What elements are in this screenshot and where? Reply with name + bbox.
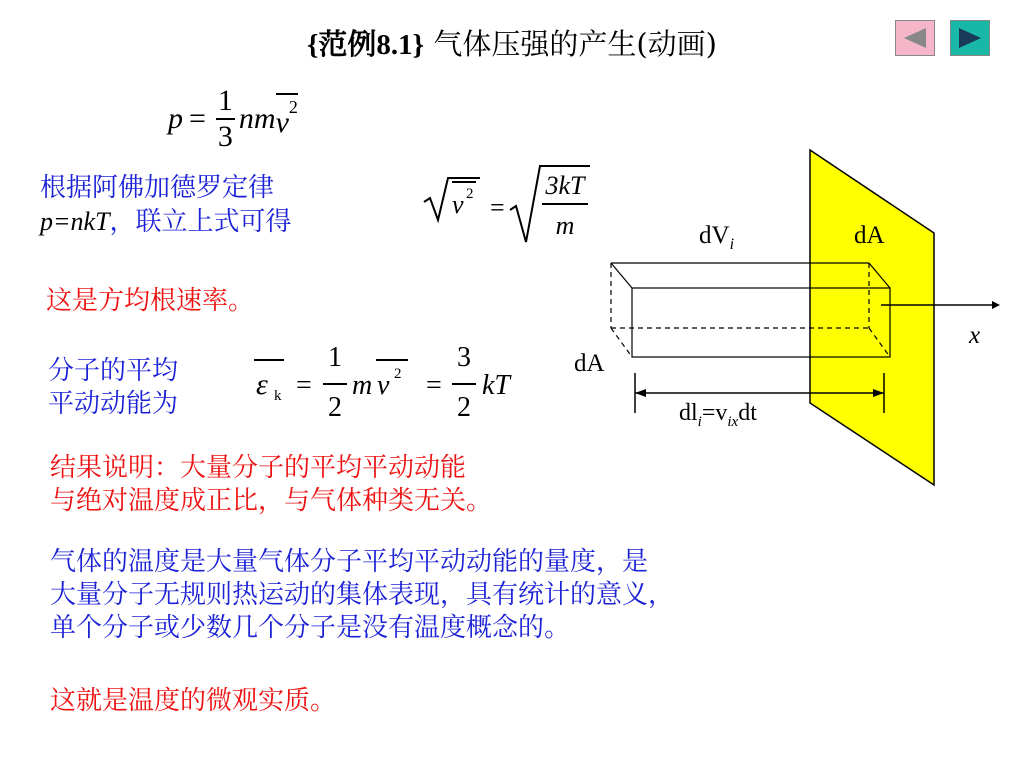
slide-title (0, 22, 1024, 63)
energy-sq: 2 (394, 366, 402, 382)
svg-text:dli=vixdt (679, 400, 757, 430)
energy-k: k (274, 388, 282, 404)
dvi-label: dV (699, 222, 730, 249)
title-suffix: (动画) (636, 27, 717, 61)
energy-num1: 1 (328, 342, 342, 373)
vix-sub: ix (727, 414, 739, 430)
box-da-label: dA (574, 350, 605, 377)
energy-eq2: = (426, 370, 442, 401)
dvi-sub: i (729, 236, 735, 253)
next-slide-button[interactable] (950, 20, 990, 56)
dl-sub: i (697, 414, 702, 430)
kinetic-energy-text: 分子的平均 平动动能为 (48, 356, 179, 419)
energy-equation (250, 340, 540, 430)
energy-v: v (377, 370, 390, 401)
rms-eq: = (490, 193, 505, 222)
energy-eps: ε (256, 368, 268, 401)
result-text: 结果说明：大量分子的平均平动动能 与绝对温度成正比，与气体种类无关。 (50, 453, 493, 516)
energy-eq1: = (296, 370, 312, 401)
avogadro-text: 根据阿佛加德罗定律 p=nkT，联立上式可得 (40, 173, 292, 237)
svg-text:dVi (699, 222, 734, 253)
dl-label: dl (679, 400, 698, 426)
triangle-left-icon (902, 27, 928, 49)
triangle-right-icon (957, 27, 983, 49)
title-prefix: {范例8.1} (307, 29, 425, 61)
rms-equation (418, 158, 618, 248)
rms-num: 3kT (545, 171, 585, 200)
rms-v: v (452, 190, 464, 219)
energy-num2: 3 (457, 342, 471, 373)
energy-kT: kT (482, 370, 510, 401)
rms-speed-text: 这是方均根速率。 (46, 286, 255, 316)
pressure-equation: p = $\frac{1}{3}$ nm $v^2$ (168, 84, 298, 153)
energy-den2: 2 (457, 392, 471, 423)
title-text: 气体压强的产生 (433, 27, 637, 61)
dt-label: dt (738, 400, 757, 426)
wall-box-diagram (574, 145, 1014, 495)
wall-plane (810, 150, 934, 485)
previous-slide-button[interactable] (895, 20, 935, 56)
temperature-text: 气体的温度是大量气体分子平均平动动能的量度，是 大量分子无规则热运动的集体表现，具有统计的意义， 单个分子或少数几个分子是没有温度概念的。 (50, 547, 675, 643)
x-axis-label: x (969, 322, 981, 349)
rms-sq: 2 (466, 186, 474, 202)
plane-da-label: dA (854, 222, 885, 249)
energy-m: m (352, 370, 373, 401)
essence-text: 这就是温度的微观实质。 (50, 686, 337, 716)
energy-den1: 2 (328, 392, 342, 423)
eq-v-label: =v (701, 400, 728, 426)
rms-den: m (555, 211, 575, 240)
